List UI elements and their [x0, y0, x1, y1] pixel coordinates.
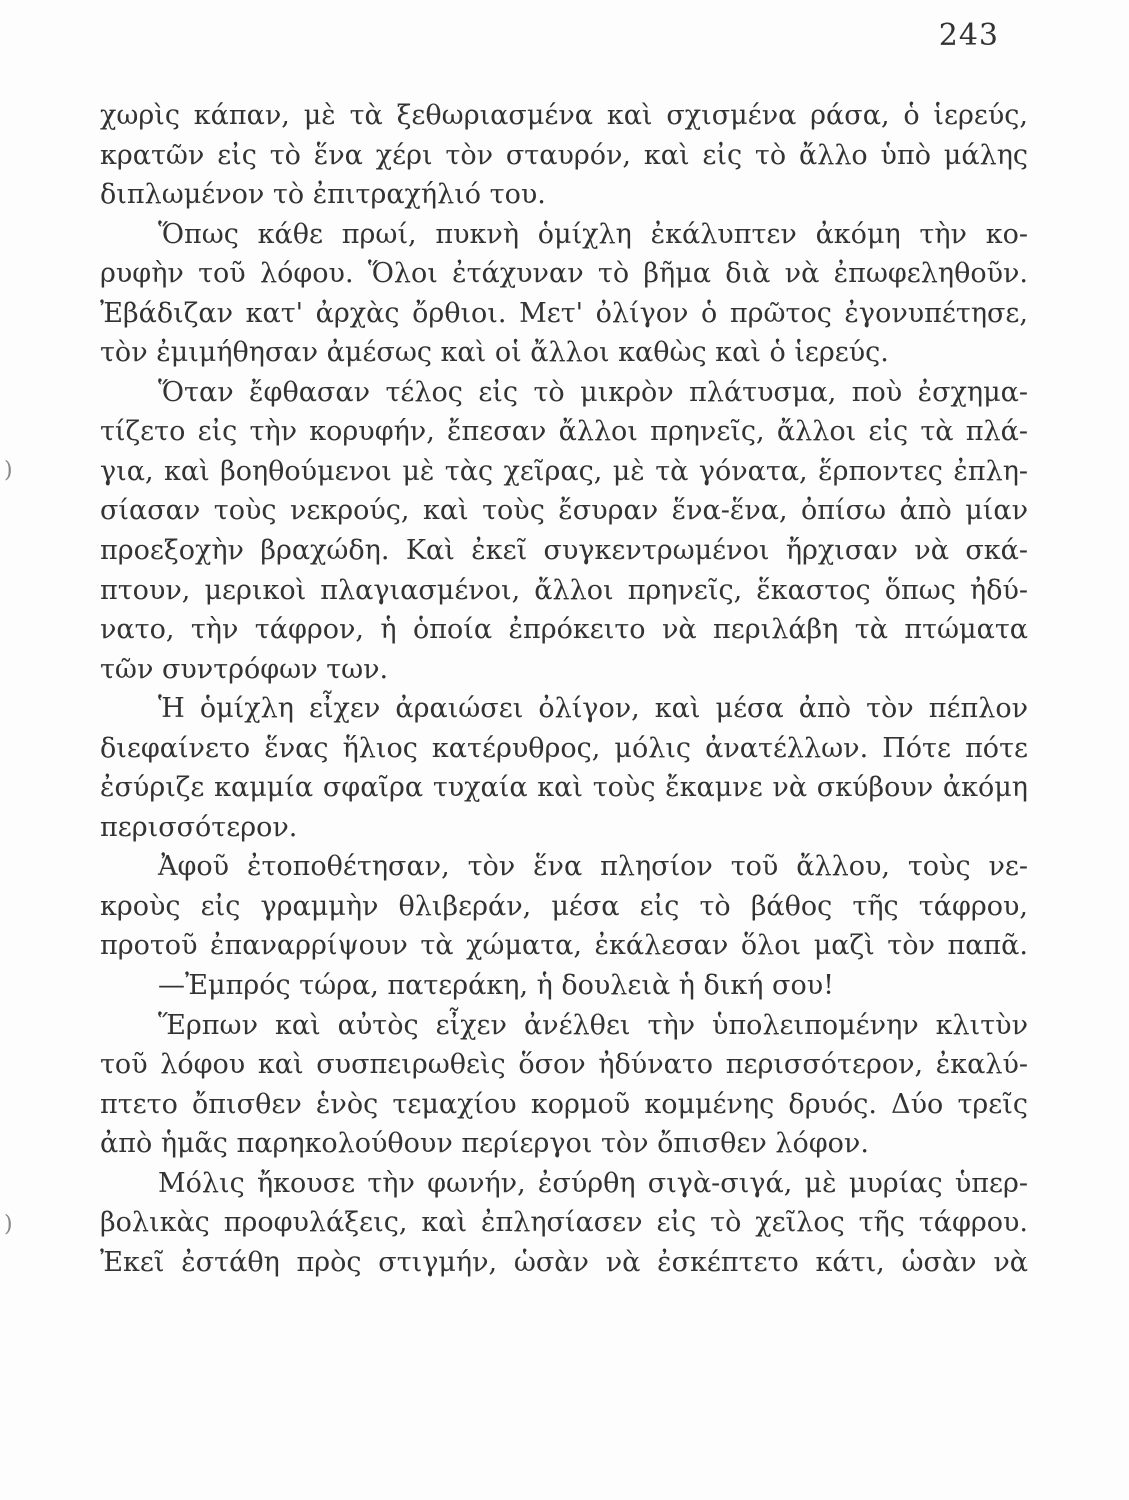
text-line: σίασαν τοὺς νεκρούς, καὶ τοὺς ἔσυραν ἕνα-ἕνα, ὀπίσω ἀπὸ μίαν: [100, 495, 1028, 527]
text-line: Ἕρπων καὶ αὐτὸς εἶχεν ἀνέλθει τὴν ὑπολειπομένην κλιτὺν: [158, 1009, 1028, 1041]
text-line: κρατῶν εἰς τὸ ἕνα χέρι τὸν σταυρόν, καὶ εἰς τὸ ἄλλο ὑπὸ μάλης: [100, 139, 1028, 171]
text-line: βολικὰς προφυλάξεις, καὶ ἐπλησίασεν εἰς τὸ χεῖλος τῆς τάφρου.: [100, 1207, 1028, 1239]
text-line: Ἡ ὁμίχλη εἶχεν ἀραιώσει ὀλίγον, καὶ μέσα ἀπὸ τὸν πέπλον: [158, 693, 1028, 725]
text-line: πτουν, μερικοὶ πλαγιασμένοι, ἄλλοι πρηνεῖς, ἕκαστος ὅπως ἠδύ-: [100, 574, 1028, 606]
text-line: Ὅπως κάθε πρωί, πυκνὴ ὁμίχλη ἐκάλυπτεν ἀκόμη τὴν κο-: [158, 218, 1028, 250]
margin-mark: ): [4, 1212, 13, 1237]
text-line: ἀπὸ ἡμᾶς παρηκολούθουν περίεργοι τὸν ὄπισθεν λόφον.: [100, 1128, 869, 1160]
text-line: ρυφὴν τοῦ λόφου. Ὅλοι ἐτάχυναν τὸ βῆμα διὰ νὰ ἐπωφεληθοῦν.: [100, 258, 1028, 290]
text-line: χωρὶς κάπαν, μὲ τὰ ξεθωριασμένα καὶ σχισμένα ράσα, ὁ ἱερεύς,: [100, 100, 1028, 131]
text-line: —Ἐμπρός τώρα, πατεράκη, ἡ δουλειὰ ἡ δική σου!: [158, 970, 834, 1002]
text-line: περισσότερον.: [100, 811, 298, 843]
text-line: ἐσύριζε καμμία σφαῖρα τυχαία καὶ τοὺς ἔκαμνε νὰ σκύβουν ἀκόμη: [100, 772, 1028, 804]
text-line: Ἐβάδιζαν κατ' ἀρχὰς ὄρθιοι. Μετ' ὀλίγον ὁ πρῶτος ἐγονυπέτησε,: [100, 297, 1028, 329]
page-number: 243: [938, 18, 999, 53]
margin-mark: ): [4, 458, 13, 483]
body-text: [100, 96, 1028, 1282]
text-line: τὸν ἐμιμήθησαν ἀμέσως καὶ οἱ ἄλλοι καθὼς καὶ ὁ ἱερεύς.: [100, 337, 889, 369]
text-line: Μόλις ἤκουσε τὴν φωνήν, ἐσύρθη σιγὰ-σιγά, μὲ μυρίας ὑπερ-: [158, 1167, 1028, 1199]
text-line: Ἀφοῦ ἐτοποθέτησαν, τὸν ἕνα πλησίον τοῦ ἄλλου, τοὺς νε-: [158, 851, 1028, 883]
text-line: τῶν συντρόφων των.: [100, 653, 389, 685]
text-line: διεφαίνετο ἕνας ἥλιος κατέρυθρος, μόλις ἀνατέλλων. Πότε πότε: [100, 732, 1028, 764]
text-line: κροὺς εἰς γραμμὴν θλιβεράν, μέσα εἰς τὸ βάθος τῆς τάφρου,: [100, 890, 1028, 922]
text-line: Ἐκεῖ ἐστάθη πρὸς στιγμήν, ὡσὰν νὰ ἐσκέπτετο κάτι, ὡσὰν νὰ: [100, 1246, 1028, 1278]
text-line: Ὅταν ἔφθασαν τέλος εἰς τὸ μικρὸν πλάτυσμα, ποὺ ἐσχημα-: [158, 376, 1028, 408]
text-line: διπλωμένον τὸ ἐπιτραχήλιό του.: [100, 179, 546, 211]
text-line: νατο, τὴν τάφρον, ἡ ὁποία ἐπρόκειτο νὰ περιλάβη τὰ πτώματα: [100, 614, 1028, 646]
text-line: προεξοχὴν βραχώδη. Καὶ ἐκεῖ συγκεντρωμένοι ἤρχισαν νὰ σκά-: [100, 535, 1028, 567]
text-line: για, καὶ βοηθούμενοι μὲ τὰς χεῖρας, μὲ τὰ γόνατα, ἕρποντες ἐπλη-: [100, 455, 1028, 487]
text-line: πτετο ὄπισθεν ἑνὸς τεμαχίου κορμοῦ κομμένης δρυός. Δύο τρεῖς: [100, 1088, 1028, 1120]
text-line: τίζετο εἰς τὴν κορυφήν, ἔπεσαν ἄλλοι πρηνεῖς, ἄλλοι εἰς τὰ πλά-: [100, 416, 1028, 448]
text-line: τοῦ λόφου καὶ συσπειρωθεὶς ὅσον ἠδύνατο περισσότερον, ἐκαλύ-: [100, 1049, 1028, 1081]
text-line: προτοῦ ἐπαναρρίψουν τὰ χώματα, ἐκάλεσαν ὅλοι μαζὶ τὸν παπᾶ.: [100, 930, 1028, 962]
